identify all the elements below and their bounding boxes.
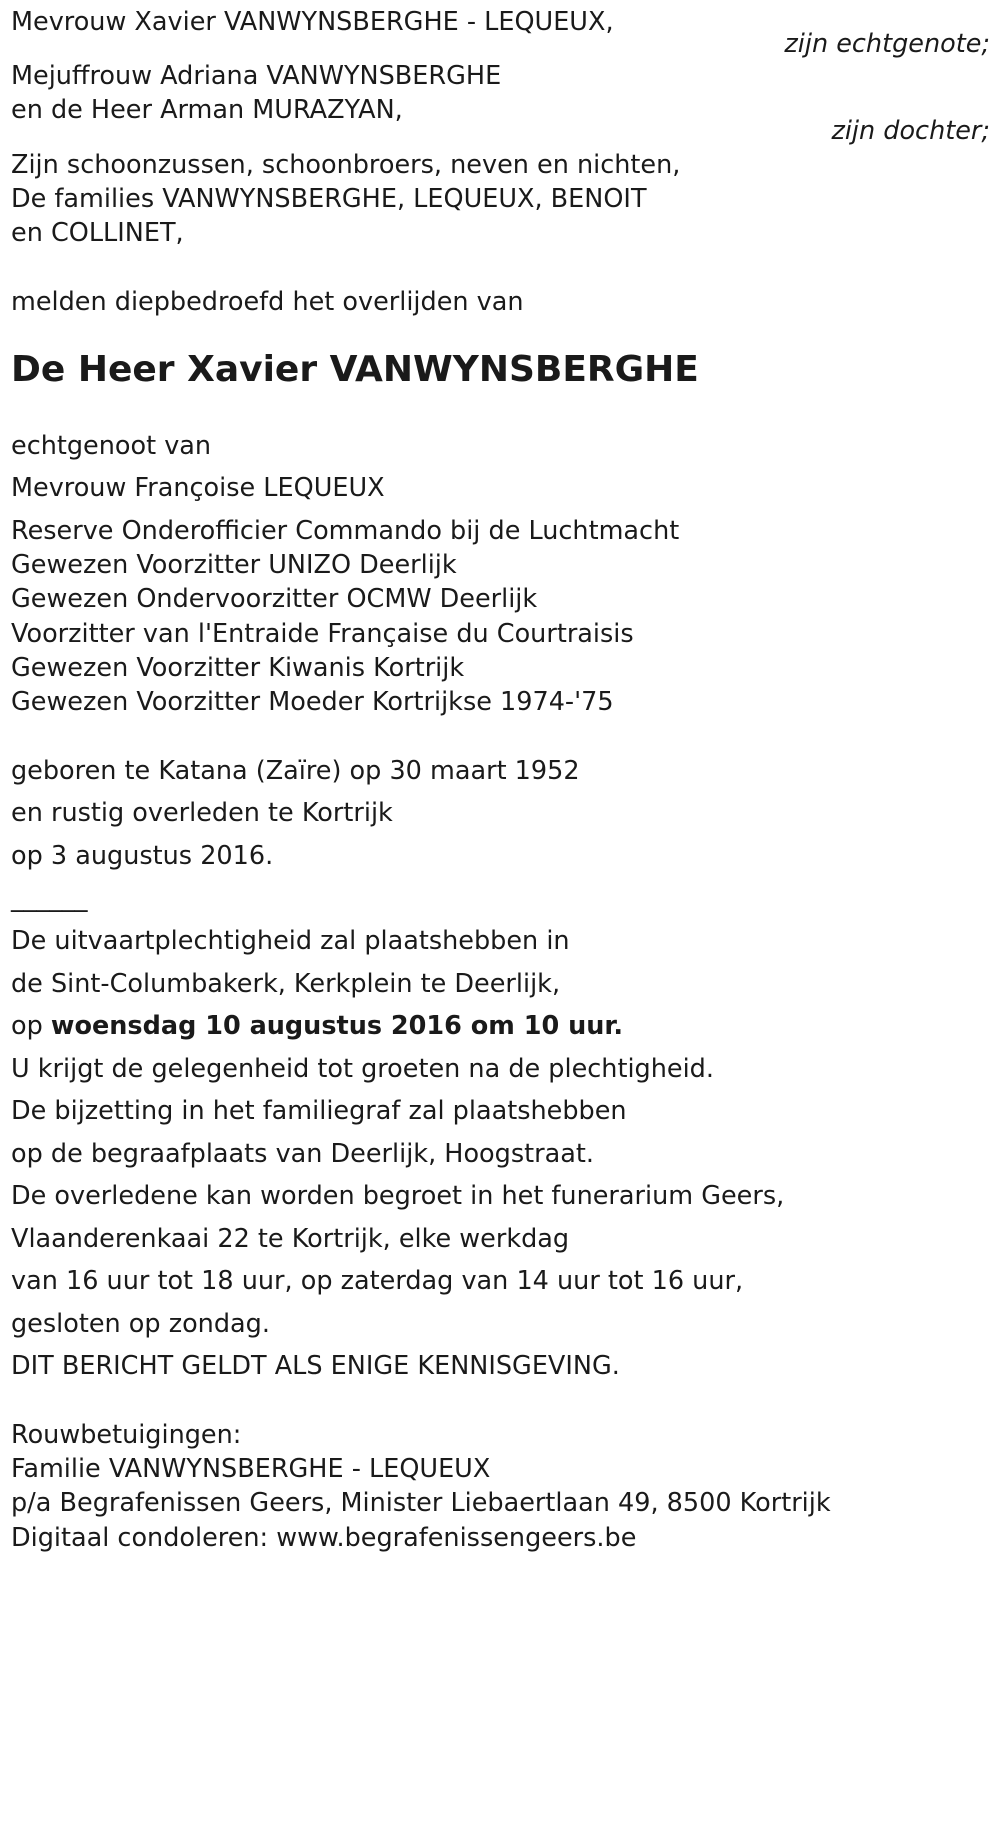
funeral-line: De uitvaartplechtigheid zal plaatshebben in <box>11 926 570 956</box>
funeral-line: De overledene kan worden begroet in het funerarium Geers, <box>11 1181 785 1211</box>
condolences-address: p/a Begrafenissen Geers, Minister Liebaertlaan 49, 8500 Kortrijk <box>11 1488 831 1518</box>
title-line: Voorzitter van l'Entraide Française du Courtraisis <box>11 619 634 649</box>
condolences-heading: Rouwbetuigingen: <box>11 1420 242 1450</box>
relatives-line-3: en COLLINET, <box>11 218 184 248</box>
funeral-line: op de begraafplaats van Deerlijk, Hoogstraat. <box>11 1139 594 1169</box>
title-line: Gewezen Voorzitter Moeder Kortrijkse 1974-'75 <box>11 687 614 717</box>
funeral-line: De bijzetting in het familiegraf zal plaatshebben <box>11 1096 627 1126</box>
condolences-family: Familie VANWYNSBERGHE - LEQUEUX <box>11 1454 491 1484</box>
wife-role: zijn echtgenote; <box>784 29 990 59</box>
relatives-line-1: Zijn schoonzussen, schoonbroers, neven en nichten, <box>11 150 681 180</box>
daughter-line-2: en de Heer Arman MURAZYAN, <box>11 95 403 125</box>
funeral-line: U krijgt de gelegenheid tot groeten na de plechtigheid. <box>11 1054 714 1084</box>
announcement: melden diepbedroefd het overlijden van <box>11 287 524 317</box>
title-line: Reserve Onderofficier Commando bij de Luchtmacht <box>11 516 680 546</box>
spouse-name: Mevrouw Françoise LEQUEUX <box>11 473 385 503</box>
condolences-online: Digitaal condoleren: www.begrafenissengeers.be <box>11 1523 637 1553</box>
daughter-role: zijn dochter; <box>831 116 990 146</box>
death-line-1: en rustig overleden te Kortrijk <box>11 798 393 828</box>
wife-line: Mevrouw Xavier VANWYNSBERGHE - LEQUEUX, <box>11 7 614 37</box>
spouse-intro: echtgenoot van <box>11 431 212 461</box>
funeral-date-prefix: op <box>11 1011 51 1041</box>
birth-line: geboren te Katana (Zaïre) op 30 maart 1952 <box>11 756 580 786</box>
funeral-line: gesloten op zondag. <box>11 1309 270 1339</box>
title-line: Gewezen Voorzitter Kiwanis Kortrijk <box>11 653 465 683</box>
funeral-date-line <box>11 1006 623 1046</box>
funeral-line: de Sint-Columbakerk, Kerkplein te Deerlijk, <box>11 969 561 999</box>
title-line: Gewezen Ondervoorzitter OCMW Deerlijk <box>11 584 538 614</box>
title-line: Gewezen Voorzitter UNIZO Deerlijk <box>11 550 457 580</box>
funeral-line: Vlaanderenkaai 22 te Kortrijk, elke werkdag <box>11 1224 570 1254</box>
daughter-line-1: Mejuffrouw Adriana VANWYNSBERGHE <box>11 61 502 91</box>
funeral-date: woensdag 10 augustus 2016 om 10 uur. <box>50 1011 624 1041</box>
relatives-line-2: De families VANWYNSBERGHE, LEQUEUX, BENOIT <box>11 184 647 214</box>
notice-statement: DIT BERICHT GELDT ALS ENIGE KENNISGEVING. <box>11 1351 620 1381</box>
separator: ______ <box>11 883 88 913</box>
deceased-name: De Heer Xavier VANWYNSBERGHE <box>11 349 699 390</box>
death-line-2: op 3 augustus 2016. <box>11 841 274 871</box>
funeral-line: van 16 uur tot 18 uur, op zaterdag van 14 uur tot 16 uur, <box>11 1266 744 1296</box>
